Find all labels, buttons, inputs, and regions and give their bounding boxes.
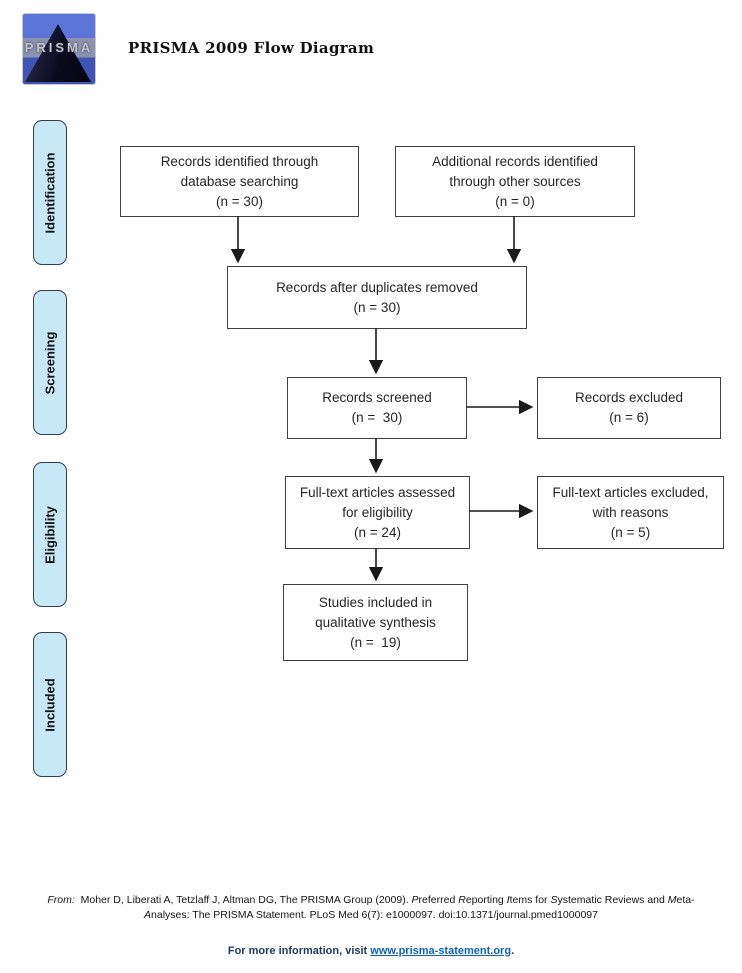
stage-screening [33,290,67,435]
box-records-excluded: Records excluded (n = 6) [537,377,721,439]
prisma-logo [22,13,96,85]
stage-included-label: Included [42,677,58,732]
stage-identification [33,120,67,265]
citation [20,893,722,922]
stage-included [33,632,67,777]
footer-note [0,945,742,957]
stage-identification-label: Identification [42,152,58,233]
box-studies-included: Studies included in qualitative synthesis (n = 19) [283,584,468,661]
stage-eligibility-label: Eligibility [42,505,58,564]
citation-line2: Analyses: The PRISMA Statement. PLoS Med 6(7): e1000097. doi:10.1371/journal.pmed1000097 [144,908,598,921]
stage-screening-label: Screening [42,331,58,394]
box-records-screened: Records screened (n = 30) [287,377,467,439]
stage-eligibility [33,462,67,607]
logo-text: PRISMA [24,40,94,55]
page-title: PRISMA 2009 Flow Diagram [128,39,375,57]
citation-line1: From: Moher D, Liberati A, Tetzlaff J, Altman DG, The PRISMA Group (2009). Preferred Reporting Items for Systematic Reviews and Meta- [47,894,695,906]
footer-prefix: For more information, visit [227,945,371,957]
box-fulltext-assessed: Full-text articles assessed for eligibility (n = 24) [285,476,470,549]
box-duplicates-removed: Records after duplicates removed (n = 30) [227,266,527,329]
prisma-statement-link[interactable]: www.prisma-statement.org [370,945,512,957]
box-records-identified: Records identified through database searching (n = 30) [120,146,359,217]
footer-suffix: . [511,945,515,957]
box-additional-records: Additional records identified through other sources (n = 0) [395,146,635,217]
box-fulltext-excluded: Full-text articles excluded, with reasons (n = 5) [537,476,724,549]
